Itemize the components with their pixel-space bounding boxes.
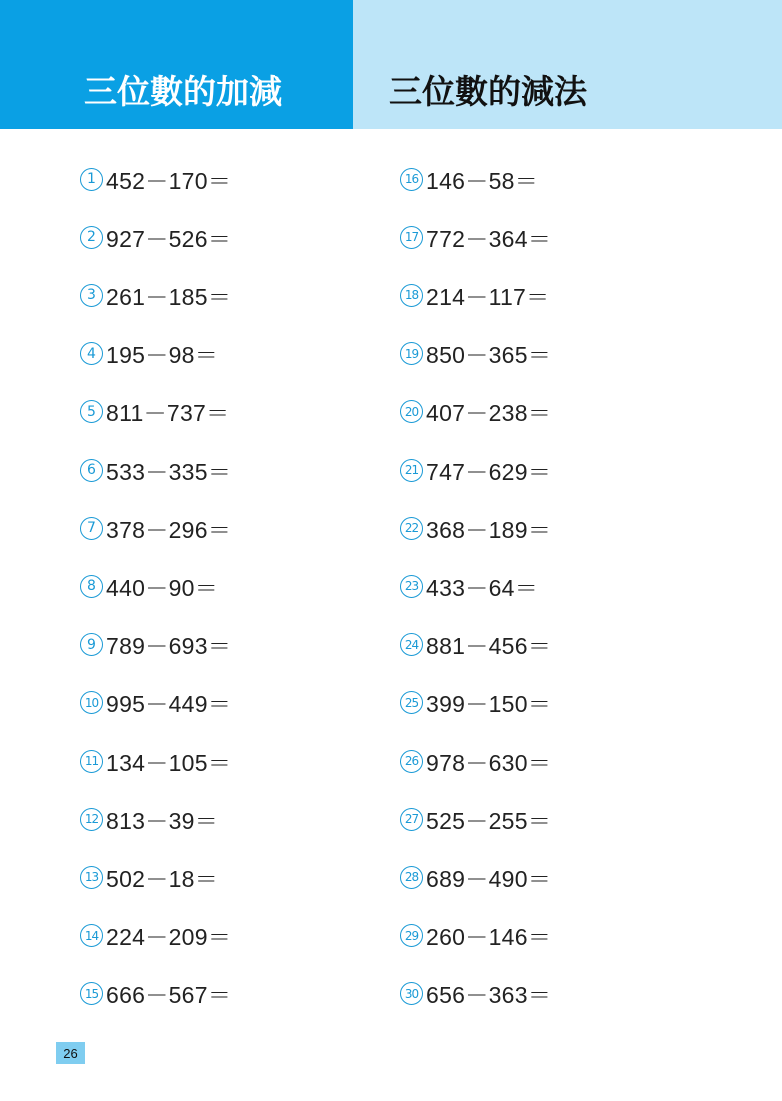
problem-expression: 399－150＝ [426,691,552,718]
problem-number-circle: 23 [400,575,423,598]
problem-number-circle: 16 [400,168,423,191]
problem-expression: 525－255＝ [426,807,552,834]
problem-item [80,746,231,776]
problem-expression: 214－117＝ [426,283,550,310]
problem-number-circle: 20 [400,400,423,423]
problem-item [80,280,231,310]
problem-number-circle: 8 [80,575,103,598]
problem-number-circle: 6 [80,459,103,482]
problem-number-circle: 12 [80,808,103,831]
problem-number-circle: 14 [80,924,103,947]
problem-expression: 407－238＝ [426,400,552,427]
problem-number-circle: 30 [400,982,423,1005]
problem-expression: 533－335＝ [106,458,232,485]
problem-number-circle: 25 [400,691,423,714]
problem-number-circle: 19 [400,342,423,365]
problem-number-circle: 3 [80,284,103,307]
problem-expression: 368－189＝ [426,516,552,543]
problem-item [80,688,231,718]
problem-number-circle: 28 [400,866,423,889]
problem-expression: 440－90＝ [106,574,219,601]
problem-number-circle: 17 [400,226,423,249]
problem-item [400,979,551,1009]
problem-expression: 146－58＝ [426,167,539,194]
problem-item [80,630,231,660]
problem-item [80,862,218,892]
problem-expression: 978－630＝ [426,749,552,776]
problem-expression: 261－185＝ [106,283,232,310]
problem-expression: 452－170＝ [106,167,232,194]
problem-expression: 747－629＝ [426,458,552,485]
problem-item [80,339,218,369]
problem-expression: 813－39＝ [106,807,219,834]
problem-expression: 433－64＝ [426,574,539,601]
problem-number-circle: 24 [400,633,423,656]
section-title: 三位數的加減 [84,72,282,111]
problem-expression: 789－693＝ [106,633,232,660]
problem-expression: 502－18＝ [106,865,219,892]
problem-expression: 378－296＝ [106,516,232,543]
problem-expression: 195－98＝ [106,342,219,369]
problem-number-circle: 27 [400,808,423,831]
problem-item [400,339,551,369]
problem-number-circle: 29 [400,924,423,947]
problem-item [400,455,551,485]
problem-item [80,222,231,252]
problem-expression: 134－105＝ [106,749,232,776]
problem-expression: 995－449＝ [106,691,232,718]
problem-number-circle: 1 [80,168,103,191]
problem-item [400,397,551,427]
problem-item [400,571,538,601]
problem-number-circle: 7 [80,517,103,540]
problem-item [400,804,551,834]
problem-expression: 656－363＝ [426,982,552,1009]
problem-item [400,513,551,543]
problem-expression: 689－490＝ [426,865,552,892]
problem-item [400,222,551,252]
problem-number-circle: 2 [80,226,103,249]
problem-expression: 850－365＝ [426,342,552,369]
problem-item [400,630,551,660]
problem-item [80,804,218,834]
problem-number-circle: 11 [80,750,103,773]
problem-number-circle: 21 [400,459,423,482]
problem-number-circle: 26 [400,750,423,773]
problem-item [80,397,229,427]
problem-item [80,921,231,951]
problem-item [400,921,551,951]
problem-item [80,455,231,485]
problem-item [400,746,551,776]
problem-expression: 881－456＝ [426,633,552,660]
page-number: 26 [56,1042,85,1064]
problem-number-circle: 18 [400,284,423,307]
problem-item [400,862,551,892]
problem-number-circle: 22 [400,517,423,540]
problem-number-circle: 13 [80,866,103,889]
problem-number-circle: 9 [80,633,103,656]
problem-number-circle: 10 [80,691,103,714]
problem-expression: 811－737＝ [106,400,230,427]
problem-expression: 224－209＝ [106,924,232,951]
problem-expression: 666－567＝ [106,982,232,1009]
problem-item [400,280,549,310]
problem-number-circle: 5 [80,400,103,423]
problem-number-circle: 4 [80,342,103,365]
problem-expression: 260－146＝ [426,924,552,951]
problem-expression: 772－364＝ [426,225,552,252]
problem-item [80,164,231,194]
problem-number-circle: 15 [80,982,103,1005]
problem-item [400,164,538,194]
problem-expression: 927－526＝ [106,225,232,252]
problem-item [80,979,231,1009]
problem-item [400,688,551,718]
problem-item [80,513,231,543]
problem-item [80,571,218,601]
exercise-title: 三位數的減法 [389,72,587,111]
